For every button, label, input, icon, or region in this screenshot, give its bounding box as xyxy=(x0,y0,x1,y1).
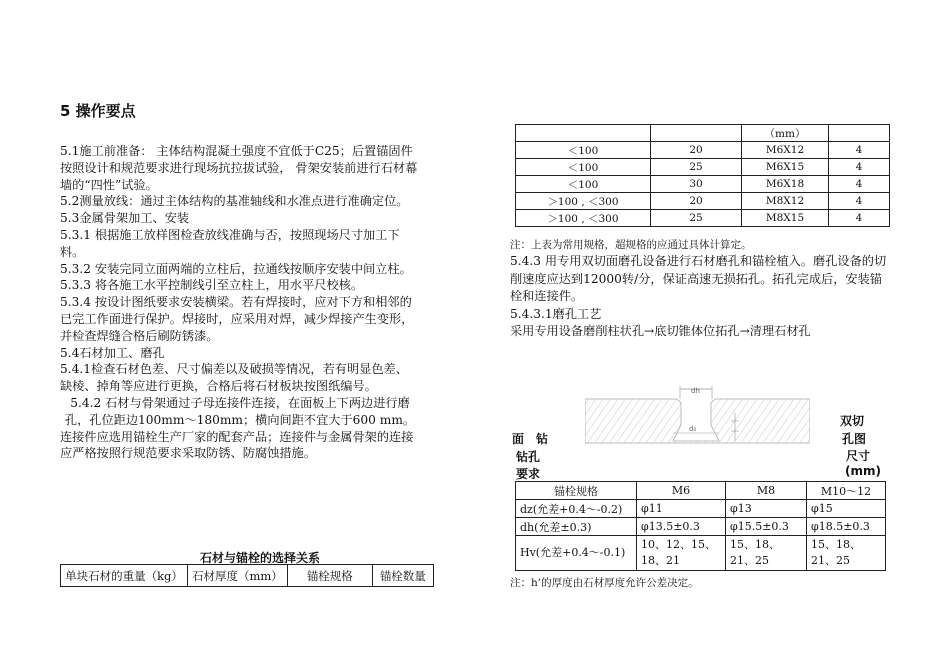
side-label-right-4: (mm) xyxy=(845,464,881,478)
para-5-3-4: 5.3.4 按设计图纸要求安装横梁。若有焊接时，应对下方和相邻的已完工作面进行保护。焊接时，应采用对焊，减少焊接产生变形，并检查焊缝合格后刷防锈漆。 xyxy=(60,295,414,343)
table-note: 注：上表为常用规格，超规格的应通过具体计算定。 xyxy=(510,239,752,251)
cell: 20 xyxy=(651,193,742,210)
side-label-2: 钻孔 xyxy=(516,450,541,464)
table-row xyxy=(516,518,886,536)
para-5-4: 5.4石材加工、磨孔 xyxy=(60,345,165,360)
cell: dz(允差+0.4～-0.2) xyxy=(516,500,637,518)
cell: ＞100 , ＜300 xyxy=(516,210,651,227)
cell: φ15 xyxy=(807,500,886,518)
cell: 15、18、21、25 xyxy=(726,536,807,571)
cell: ＜100 xyxy=(516,142,651,159)
para-5-1: 5.1施工前准备： 主体结构混凝土强度不宜低于C25；后置锚固件按照设计和规范要求进行现场抗拉拔试验， 骨架安装前进行石材幕墙的“四性”试验。 xyxy=(60,144,418,192)
cell: 25 xyxy=(651,210,742,227)
cell: 4 xyxy=(829,176,890,193)
cell: 4 xyxy=(829,210,890,227)
para-5-3-1: 5.3.1 根据施工放样图检查放线准确与否，按照现场尺寸加工下料。 xyxy=(60,227,400,259)
drill-hole-diagram xyxy=(585,383,810,453)
table-row xyxy=(61,565,434,587)
cell: φ13.5±0.3 xyxy=(637,518,726,536)
cell: （mm） xyxy=(742,125,829,142)
cell: M6X15 xyxy=(742,159,829,176)
cell: 4 xyxy=(829,142,890,159)
cell: φ13 xyxy=(726,500,807,518)
para-5-4-3-1: 5.4.3.1磨孔工艺 xyxy=(510,306,602,321)
section-heading: 5 操作要点 xyxy=(60,102,136,120)
stone-anchor-table-body xyxy=(515,124,890,227)
para-5-2: 5.2测量放线：通过主体结构的基准轴线和水准点进行准确定位。 xyxy=(60,194,409,209)
table-caption: 石材与锚栓的选择关系 xyxy=(199,551,320,565)
table-row xyxy=(516,193,890,210)
cell: M8X12 xyxy=(742,193,829,210)
para-5-3: 5.3金属骨架加工、安装 xyxy=(60,211,190,226)
header-weight: 单块石材的重量（kg） xyxy=(61,565,188,587)
cell: 15、18、21、25 xyxy=(807,536,886,571)
cell: 4 xyxy=(829,159,890,176)
cell xyxy=(651,125,742,142)
stone-anchor-table-header xyxy=(60,564,434,587)
cell: φ11 xyxy=(637,500,726,518)
para-connector: 连接件应选用锚栓生产厂家的配套产品；连接件与金属骨架的连接应严格按照行规范要求采取防锈、防腐蚀措施。 xyxy=(60,429,414,461)
cell: M8X15 xyxy=(742,210,829,227)
side-label-3: 要求 xyxy=(516,467,541,481)
cell: φ15.5±0.3 xyxy=(726,518,807,536)
dh-label: dh xyxy=(691,387,700,395)
cell: Hv(允差+0.4～-0.1) xyxy=(516,536,637,571)
cell: 30 xyxy=(651,176,742,193)
side-label-right-1: 双切 xyxy=(840,414,865,428)
para-5-4-3: 5.4.3 用专用双切面磨孔设备进行石材磨孔和锚栓植入。磨孔设备的切削速度应达到12000转/分，保证高速无损拓孔。拓孔完成后，安装锚栓和连接件。 xyxy=(510,254,887,303)
side-label-1: 面 钻 xyxy=(512,432,549,446)
side-label-right-2: 孔图 xyxy=(842,432,867,446)
para-process: 采用专用设备磨削柱状孔→底切锥体位拓孔→清理石材孔 xyxy=(510,324,811,338)
table-row xyxy=(516,125,890,142)
cell: φ18.5±0.3 xyxy=(807,518,886,536)
cell xyxy=(516,125,651,142)
header-thickness: 石材厚度（mm） xyxy=(188,565,288,587)
cell: dh(允差±0.3) xyxy=(516,518,637,536)
right-column xyxy=(510,253,890,341)
table-row xyxy=(516,500,886,518)
cell: ＜100 xyxy=(516,159,651,176)
table-row xyxy=(516,142,890,159)
header-anchor-count: 锚栓数量 xyxy=(372,565,433,587)
cell: M6X18 xyxy=(742,176,829,193)
cell: 25 xyxy=(651,159,742,176)
side-label-right-3: 尺寸 xyxy=(846,449,871,463)
para-5-3-3: 5.3.3 将各施工水平控制线引至立柱上，用水平尺校核。 xyxy=(60,278,364,293)
header-m10: M10～12 xyxy=(807,482,886,500)
table-row xyxy=(516,176,890,193)
cell: 20 xyxy=(651,142,742,159)
para-5-4-1: 5.4.1检查石材色差、尺寸偏差以及破损等情况，若有明显色差、缺棱、掉角等应进行更换，合格后将石材板块按图纸编号。 xyxy=(60,362,408,394)
table-row xyxy=(516,159,890,176)
para-5-3-2: 5.3.2 安装完同立面两端的立柱后，拉通线按顺序安装中间立柱。 xyxy=(60,261,412,276)
cell: 10、12、15、18、21 xyxy=(637,536,726,571)
cell: ＞100 , ＜300 xyxy=(516,193,651,210)
para-5-4-2: 5.4.2 石材与骨架通过子母连接件连接，在面板上下两边进行磨孔，孔位距边100mm～180mm；横向间距不宜大于600 mm。 xyxy=(64,395,416,427)
header-anchor-spec: 锚栓规格 xyxy=(287,565,372,587)
cell: ＜100 xyxy=(516,176,651,193)
left-column xyxy=(60,143,420,462)
header-m8: M8 xyxy=(726,482,807,500)
do-label: d₀ xyxy=(689,425,697,433)
header-m6: M6 xyxy=(637,482,726,500)
cell: 4 xyxy=(829,193,890,210)
table-row xyxy=(516,210,890,227)
spec-note: 注：h’的厚度由石材厚度允许公差决定。 xyxy=(510,577,699,589)
drill-spec-table xyxy=(515,481,886,571)
table-row xyxy=(516,536,886,571)
cell xyxy=(829,125,890,142)
header-spec: 锚栓规格 xyxy=(516,482,637,500)
cell: M6X12 xyxy=(742,142,829,159)
table-row xyxy=(516,482,886,500)
